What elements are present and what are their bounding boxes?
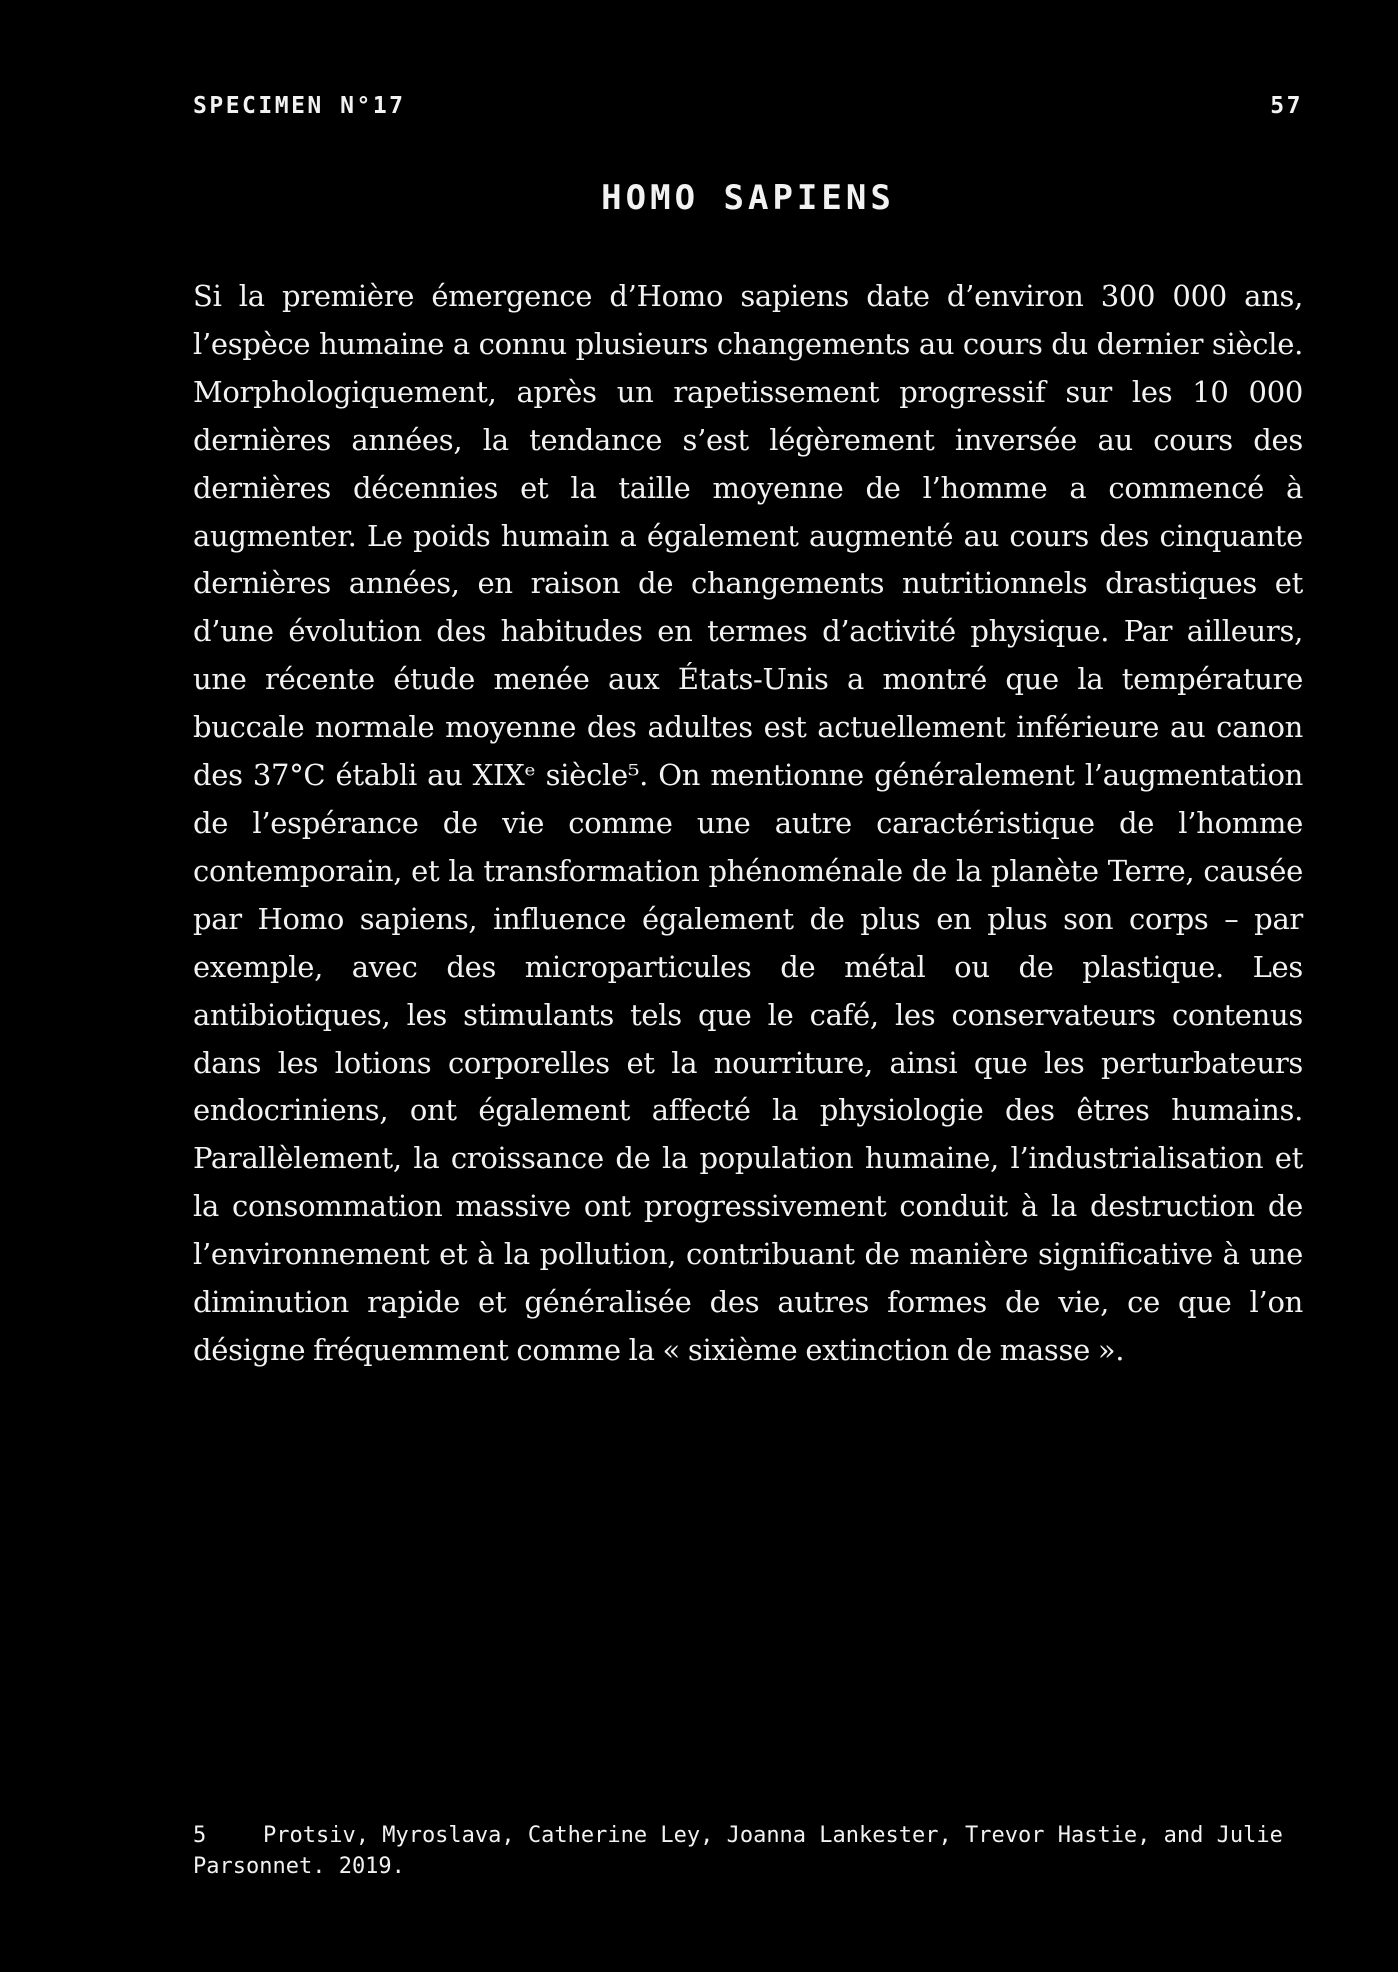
page-number: 57 xyxy=(1270,93,1303,119)
footnote xyxy=(193,1820,1303,1882)
body-paragraph: Si la première émergence d’Homo sapiens date d’environ 300 000 ans, l’espèce humaine a connu plusieurs changements au cours du dernier siècle. Morphologiquement, après un rapetissement progressif sur les 10 000 dernières années, la tendance s’est légèrement inversée au cours des dernières décennies et la taille moyenne de l’homme a commencé à augmenter. Le poids humain a également augmenté au cours des cinquante dernières années, en raison de changements nutritionnels drastiques et d’une évolution des habitudes en termes d’activité physique. Par ailleurs, une récente étude menée aux États-Unis a montré que la température buccale normale moyenne des adultes est actuellement inférieure au canon des 37°C établi au XIXᵉ siècle⁵. On mentionne généralement l’augmentation de l’espérance de vie comme une autre caractéristique de l’homme contemporain, et la transformation phénoménale de la planète Terre, causée par Homo sapiens, influence également de plus en plus son corps – par exemple, avec des microparticules de métal ou de plastique. Les antibiotiques, les stimulants tels que le café, les conservateurs contenus dans les lotions corporelles et la nourriture, ainsi que les perturbateurs endocriniens, ont également affecté la physiologie des êtres humains. Parallèlement, la croissance de la population humaine, l’industrialisation et la consommation massive ont progressivement conduit à la destruction de l’environnement et à la pollution, contribuant de manière significative à une diminution rapide et généralisée des autres formes de vie, ce que l’on désigne fréquemment comme la « sixième extinction de masse ». xyxy=(193,279,1303,1367)
footnote-text: Protsiv, Myroslava, Catherine Ley, Joanna Lankester, Trevor Hastie, and Julie Parsonnet. 2019. xyxy=(193,1823,1283,1879)
footnote-number: 5 xyxy=(193,1823,207,1848)
page-title: HOMO SAPIENS xyxy=(601,178,895,218)
specimen-label: SPECIMEN N°17 xyxy=(193,93,406,119)
page-header xyxy=(193,93,1303,123)
